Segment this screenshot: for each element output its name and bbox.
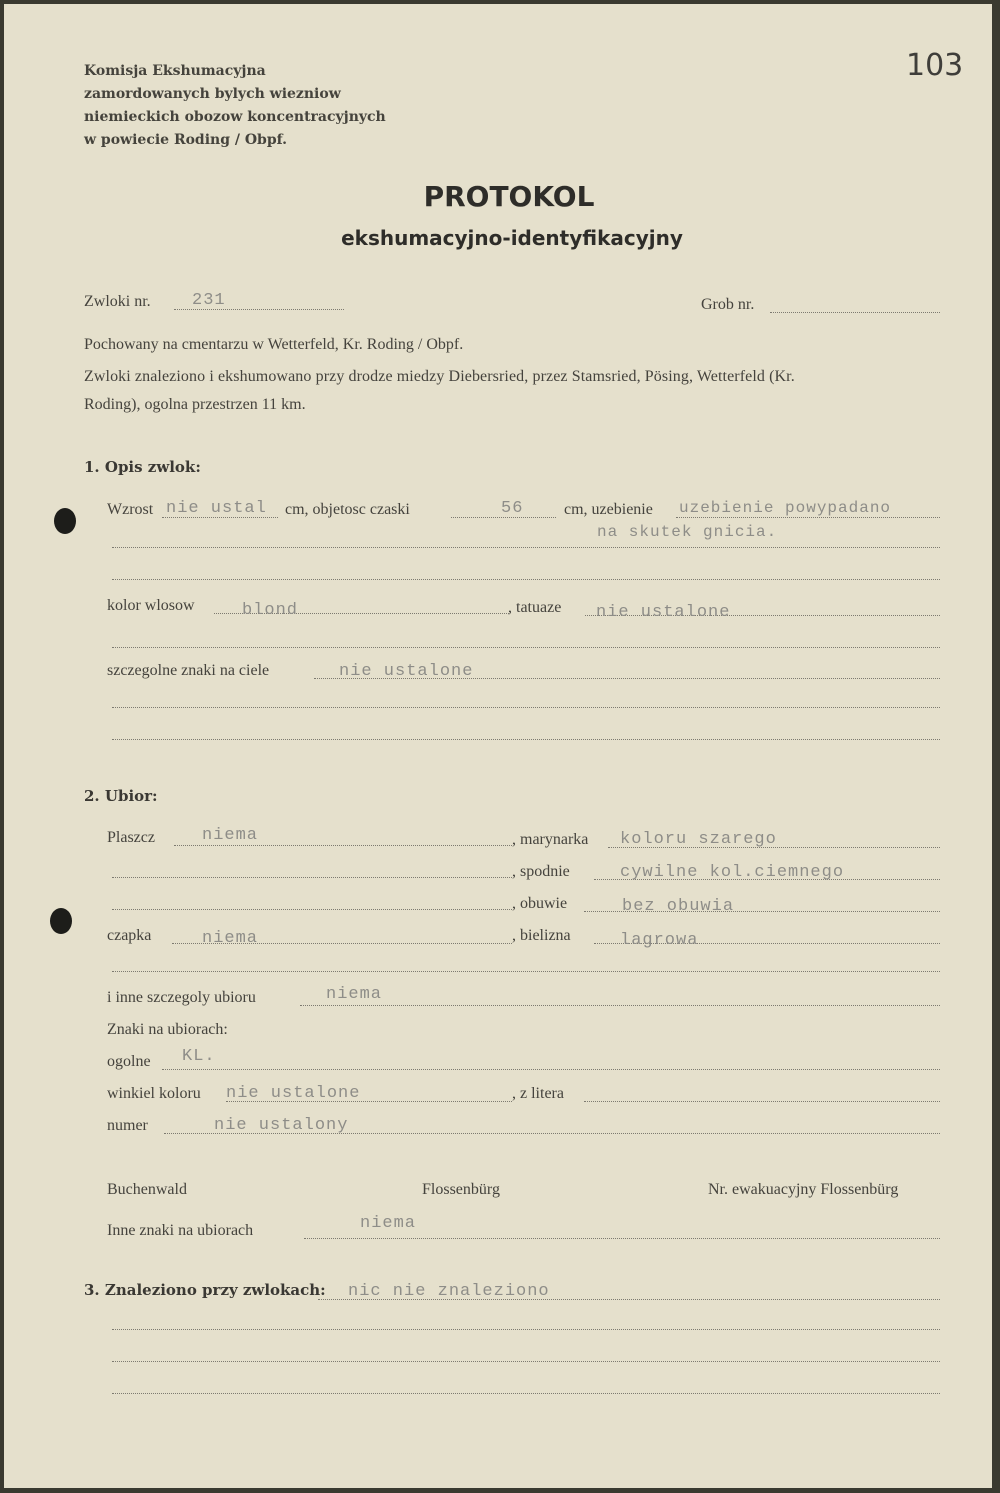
winkiel-label: winkiel koloru — [107, 1085, 201, 1102]
uzebienie-label: cm, uzebienie — [564, 501, 653, 518]
blank-line — [112, 909, 512, 910]
wlosy-value: blond — [242, 601, 299, 620]
czapka-value: niema — [202, 929, 259, 948]
blank-line — [112, 1329, 940, 1330]
blank-line — [112, 647, 940, 648]
wlosy-label: kolor wlosow — [107, 597, 195, 614]
obuwie-value: bez obuwia — [622, 897, 735, 916]
znaleziono-value: nic nie znaleziono — [348, 1282, 550, 1301]
numer-label: numer — [107, 1117, 148, 1134]
section-2-heading: 2. Ubior: — [84, 787, 158, 805]
litera-label: , z litera — [512, 1085, 564, 1102]
protocol-sheet — [4, 4, 992, 1488]
buried-text: Pochowany na cmentarzu w Wetterfeld, Kr. Roding / Obpf. — [84, 336, 464, 353]
marynarka-value: koloru szarego — [620, 830, 777, 849]
blank-line — [112, 1393, 940, 1394]
numer-value: nie ustalony — [214, 1116, 349, 1135]
punch-hole — [50, 908, 72, 934]
inne-znaki-value: niema — [360, 1214, 417, 1233]
inne-line — [300, 1005, 940, 1006]
znaki-cialo-value: nie ustalone — [339, 662, 474, 681]
header-line: Komisja Ekshumacyjna — [84, 63, 266, 79]
header-line: w powiecie Roding / Obpf. — [84, 132, 288, 148]
buchenwald-label: Buchenwald — [107, 1181, 187, 1198]
section-1-heading: 1. Opis zwlok: — [84, 458, 201, 476]
header-line: zamordowanych bylych wiezniow — [84, 86, 341, 102]
document-title: PROTOKOL — [423, 180, 595, 213]
obuwie-label: , obuwie — [512, 895, 568, 912]
blank-line — [112, 971, 940, 972]
ewakuacyjny-label: Nr. ewakuacyjny Flossenbürg — [708, 1181, 899, 1198]
czaszka-label: cm, objetosc czaski — [285, 501, 410, 518]
wzrost-value: nie ustal — [166, 499, 267, 518]
blank-line — [112, 1361, 940, 1362]
inne-znaki-label: Inne znaki na ubiorach — [107, 1222, 254, 1239]
blank-line — [112, 579, 940, 580]
inne-label: i inne szczegoly ubioru — [107, 989, 256, 1006]
section-3-heading: 3. Znaleziono przy zwlokach: — [84, 1281, 326, 1299]
bielizna-label: , bielizna — [512, 927, 571, 944]
uzebienie-line — [676, 517, 940, 518]
inne-znaki-line — [304, 1238, 940, 1239]
header-line: niemieckich obozow koncentracyjnych — [84, 109, 386, 125]
plaszcz-value: niema — [202, 826, 259, 845]
document-subtitle: ekshumacyjno-identyfikacyjny — [341, 226, 683, 250]
ogolne-label: ogolne — [107, 1053, 151, 1070]
wzrost-label: Wzrost — [107, 501, 154, 518]
inne-value: niema — [326, 985, 383, 1004]
grob-label: Grob nr. — [701, 296, 755, 313]
litera-line — [584, 1101, 940, 1102]
uzebienie-value-2: na skutek gnicia. — [597, 523, 778, 541]
plaszcz-label: Plaszcz — [107, 829, 155, 846]
commission-header — [84, 60, 386, 152]
ogolne-value: KL. — [182, 1047, 216, 1066]
winkiel-value: nie ustalone — [226, 1084, 361, 1103]
znaki-cialo-label: szczegolne znaki na ciele — [107, 662, 270, 679]
punch-hole — [54, 508, 76, 534]
zwloki-label: Zwloki nr. — [84, 293, 151, 310]
znaki-ubior-label: Znaki na ubiorach: — [107, 1021, 228, 1038]
found-text-1: Zwloki znaleziono i ekshumowano przy drodze miedzy Diebersried, przez Stamsried, Pösing, Wetterfeld (Kr. — [84, 368, 795, 385]
ogolne-line — [162, 1069, 940, 1070]
grob-line — [770, 312, 940, 313]
blank-line — [112, 707, 940, 708]
czaszka-value: 56 — [501, 499, 524, 518]
spodnie-value: cywilne kol.ciemnego — [620, 863, 845, 882]
blank-line — [112, 877, 512, 878]
marynarka-label: , marynarka — [512, 831, 589, 848]
zwloki-value: 231 — [192, 291, 226, 310]
tatuaze-label: , tatuaze — [508, 599, 562, 616]
plaszcz-line — [174, 845, 512, 846]
spodnie-label: , spodnie — [512, 863, 570, 880]
blank-line — [112, 547, 940, 548]
page-number: 103 — [906, 48, 964, 83]
bielizna-value: lagrowa — [620, 931, 699, 950]
blank-line — [112, 739, 940, 740]
flossenburg-label: Flossenbürg — [422, 1181, 500, 1198]
uzebienie-value-1: uzebienie powypadano — [679, 499, 892, 517]
tatuaze-value: nie ustalone — [596, 603, 731, 622]
found-text-2: Roding), ogolna przestrzen 11 km. — [84, 396, 306, 413]
czapka-label: czapka — [107, 927, 152, 944]
